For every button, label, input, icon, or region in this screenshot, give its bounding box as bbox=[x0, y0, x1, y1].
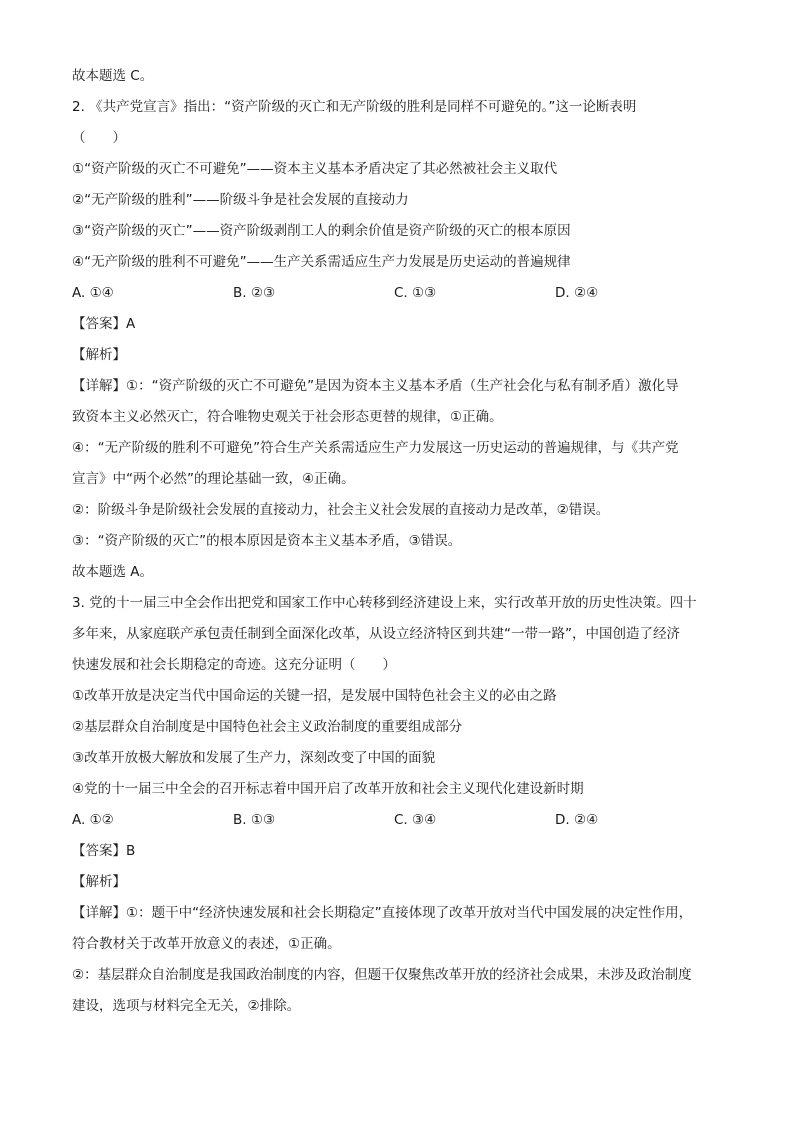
answer-value: B bbox=[126, 843, 136, 859]
document-page bbox=[72, 61, 732, 1022]
question-2-stem-line-1: 2. 《共产党宣言》指出：“资产阶级的灭亡和无产阶级的胜利是同样不可避免的。”这一论断表明 bbox=[72, 99, 637, 115]
question-2-stem-line-2: （ ） bbox=[72, 130, 126, 146]
question-2-detail-line-4: 宣言》中“两个必然”的理论基础一致，④正确。 bbox=[72, 471, 355, 487]
option-b: B. ②③ bbox=[233, 285, 276, 301]
option-d: D. ②④ bbox=[555, 812, 599, 828]
question-3-answer bbox=[72, 836, 732, 867]
question-2-conclusion: 故本题选 A。 bbox=[72, 564, 154, 580]
question-3-detail-line-1: 【详解】①：题干中“经济快速发展和社会长期稳定”直接体现了改革开放对当代中国发展的决定性作用， bbox=[72, 905, 693, 921]
question-2-analysis-label: 【解析】 bbox=[72, 347, 126, 363]
question-3-analysis-label: 【解析】 bbox=[72, 874, 126, 890]
question-2-detail-line-1: 【详解】①：“资产阶级的灭亡不可避免”是因为资本主义基本矛盾（生产社会化与私有制矛盾）激化导 bbox=[72, 378, 679, 394]
question-3-item-4: ④党的十一届三中全会的召开标志着中国开启了改革开放和社会主义现代化建设新时期 bbox=[72, 781, 584, 797]
answer-label: 【答案】 bbox=[72, 316, 126, 332]
option-a: A. ①④ bbox=[72, 285, 114, 301]
answer-label: 【答案】 bbox=[72, 843, 126, 859]
question-3-stem-line-2: 多年来，从家庭联产承包责任制到全面深化改革，从设立经济特区到共建“一带一路”，中国创造了经济 bbox=[72, 626, 680, 642]
question-2-detail-line-6: ③：“资产阶级的灭亡”的根本原因是资本主义基本矛盾，③错误。 bbox=[72, 533, 462, 549]
question-2-detail-line-3: ④：“无产阶级的胜利不可避免”符合生产关系需适应生产力发展这一历史运动的普遍规律，与《共产党 bbox=[72, 440, 679, 456]
question-3-stem-line-1: 3. 党的十一届三中全会作出把党和国家工作中心转移到经济建设上来，实行改革开放的历史性决策。四十 bbox=[72, 595, 697, 611]
question-2 bbox=[72, 92, 732, 588]
option-d: D. ②④ bbox=[555, 285, 599, 301]
question-3 bbox=[72, 588, 732, 1022]
question-2-detail-line-2: 致资本主义必然灭亡，符合唯物史观关于社会形态更替的规律，①正确。 bbox=[72, 409, 503, 425]
question-2-options bbox=[72, 278, 732, 309]
question-2-item-1: ①“资产阶级的灭亡不可避免”——资本主义基本矛盾决定了其必然被社会主义取代 bbox=[72, 161, 558, 177]
option-b: B. ①③ bbox=[233, 812, 276, 828]
question-2-answer bbox=[72, 309, 732, 340]
question-3-item-3: ③改革开放极大解放和发展了生产力，深刻改变了中国的面貌 bbox=[72, 750, 436, 766]
question-3-detail-line-3: ②：基层群众自治制度是我国政治制度的内容，但题干仅聚焦改革开放的经济社会成果，未涉及政治制度 bbox=[72, 967, 692, 983]
question-2-item-2: ②“无产阶级的胜利”——阶级斗争是社会发展的直接动力 bbox=[72, 192, 409, 208]
option-c: C. ③④ bbox=[394, 812, 437, 828]
previous-conclusion: 故本题选 C。 bbox=[72, 68, 154, 84]
question-2-item-4: ④“无产阶级的胜利不可避免”——生产关系需适应生产力发展是历史运动的普遍规律 bbox=[72, 254, 571, 270]
question-2-detail-line-5: ②：阶级斗争是阶级社会发展的直接动力，社会主义社会发展的直接动力是改革，②错误。 bbox=[72, 502, 610, 518]
question-3-detail-line-2: 符合教材关于改革开放意义的表述，①正确。 bbox=[72, 936, 341, 952]
question-3-detail-line-4: 建设，选项与材料完全无关，②排除。 bbox=[72, 998, 301, 1014]
option-c: C. ①③ bbox=[394, 285, 437, 301]
question-3-item-1: ①改革开放是决定当代中国命运的关键一招，是发展中国特色社会主义的必由之路 bbox=[72, 688, 557, 704]
answer-value: A bbox=[126, 316, 136, 332]
option-a: A. ①② bbox=[72, 812, 114, 828]
question-3-stem-line-3: 快速发展和社会长期稳定的奇迹。这充分证明（ ） bbox=[72, 657, 396, 673]
question-3-item-2: ②基层群众自治制度是中国特色社会主义政治制度的重要组成部分 bbox=[72, 719, 463, 735]
question-2-item-3: ③“资产阶级的灭亡”——资产阶级剥削工人的剩余价值是资产阶级的灭亡的根本原因 bbox=[72, 223, 571, 239]
question-3-options bbox=[72, 805, 732, 836]
